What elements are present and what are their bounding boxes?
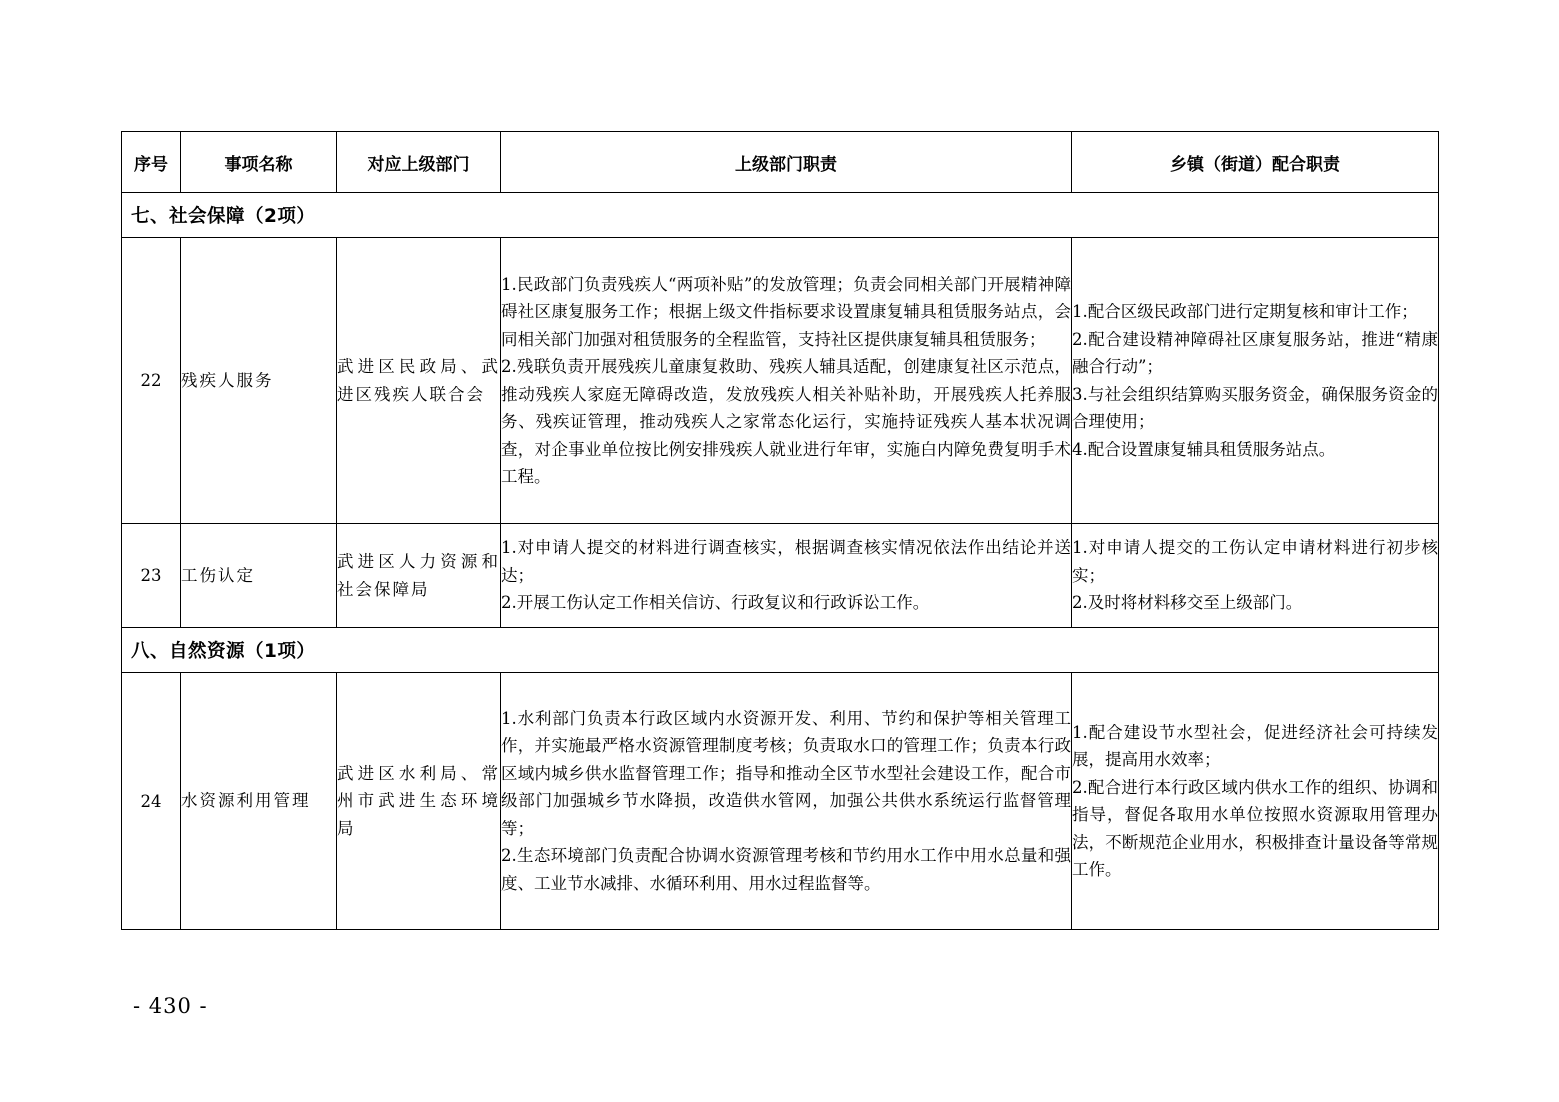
header-superior-duty: 上级部门职责 — [501, 132, 1072, 193]
table-row — [122, 524, 1439, 628]
coop-line: 2.配合进行本行政区域内供水工作的组织、协调和指导，督促各取用水单位按照水资源取用管理办法，不断规范企业用水，积极排查计量设备等常规工作。 — [1072, 777, 1438, 879]
row-superior-dept: 武进区人力资源和社会保障局 — [337, 524, 501, 628]
row-superior-duty — [501, 238, 1072, 524]
duty-line: 2.残联负责开展残疾儿童康复救助、残疾人辅具适配，创建康复社区示范点，推动残疾人家庭无障碍改造，发放残疾人相关补贴补助，开展残疾人托养服务、残疾证管理，推动残疾人之家常态化运行，实施持证残疾人基本状况调查，对企事业单位按比例安排残疾人就业进行年审，实施白内障免费复明手术工程。 — [501, 357, 1071, 486]
row-superior-duty — [501, 524, 1072, 628]
coop-line: 4.配合设置康复辅具租赁服务站点。 — [1072, 439, 1336, 459]
duty-line: 2.开展工伤认定工作相关信访、行政复议和行政诉讼工作。 — [501, 593, 930, 613]
section-title: 七、社会保障（2项） — [122, 193, 1439, 238]
coop-line: 1.配合建设节水型社会，促进经济社会可持续发展，提高用水效率； — [1072, 722, 1438, 769]
row-item-name: 水资源利用管理 — [181, 673, 337, 930]
duty-line: 1.民政部门负责残疾人“两项补贴”的发放管理；负责会同相关部门开展精神障碍社区康复服务工作；根据上级文件指标要求设置康复辅具租赁服务站点，会同相关部门加强对租赁服务的全程监管，支持社区提供康复辅具租赁服务； — [501, 274, 1071, 349]
header-item-name: 事项名称 — [181, 132, 337, 193]
coop-line: 1.对申请人提交的工伤认定申请材料进行初步核实； — [1072, 538, 1438, 585]
table-row — [122, 238, 1439, 524]
coop-line: 3.与社会组织结算购买服务资金，确保服务资金的合理使用； — [1072, 384, 1438, 431]
row-seq: 24 — [122, 673, 181, 930]
duty-line: 2.生态环境部门负责配合协调水资源管理考核和节约用水工作中用水总量和强度、工业节水减排、水循环利用、用水过程监督等。 — [501, 846, 1071, 893]
duty-line: 1.对申请人提交的材料进行调查核实，根据调查核实情况依法作出结论并送达； — [501, 538, 1071, 585]
page-number: - 430 - — [133, 994, 208, 1018]
table-row — [122, 673, 1439, 930]
row-item-name: 工伤认定 — [181, 524, 337, 628]
header-seq: 序号 — [122, 132, 181, 193]
coop-line: 2.配合建设精神障碍社区康复服务站，推进“精康融合行动”； — [1072, 329, 1438, 376]
header-town-coop-duty: 乡镇（街道）配合职责 — [1072, 132, 1439, 193]
coop-line: 2.及时将材料移交至上级部门。 — [1072, 593, 1303, 613]
section-title: 八、自然资源（1项） — [122, 628, 1439, 673]
row-superior-duty — [501, 673, 1072, 930]
row-item-name: 残疾人服务 — [181, 238, 337, 524]
duties-table — [121, 131, 1439, 930]
row-coop-duty — [1072, 238, 1439, 524]
row-superior-dept: 武进区民政局、武进区残疾人联合会 — [337, 238, 501, 524]
header-row — [122, 132, 1439, 193]
section-row — [122, 193, 1439, 238]
coop-line: 1.配合区级民政部门进行定期复核和审计工作； — [1072, 302, 1418, 321]
row-coop-duty — [1072, 524, 1439, 628]
header-superior-dept: 对应上级部门 — [337, 132, 501, 193]
duty-line: 1.水利部门负责本行政区域内水资源开发、利用、节约和保护等相关管理工作，并实施最严格水资源管理制度考核；负责取水口的管理工作；负责本行政区域内城乡供水监督管理工作；指导和推动全区节水型社会建设工作，配合市级部门加强城乡节水降损，改造供水管网，加强公共供水系统运行监督管理等； — [501, 708, 1071, 838]
row-superior-dept: 武进区水利局、常州市武进生态环境局 — [337, 673, 501, 930]
row-coop-duty — [1072, 673, 1439, 930]
section-row — [122, 628, 1439, 673]
row-seq: 23 — [122, 524, 181, 628]
row-seq: 22 — [122, 238, 181, 524]
